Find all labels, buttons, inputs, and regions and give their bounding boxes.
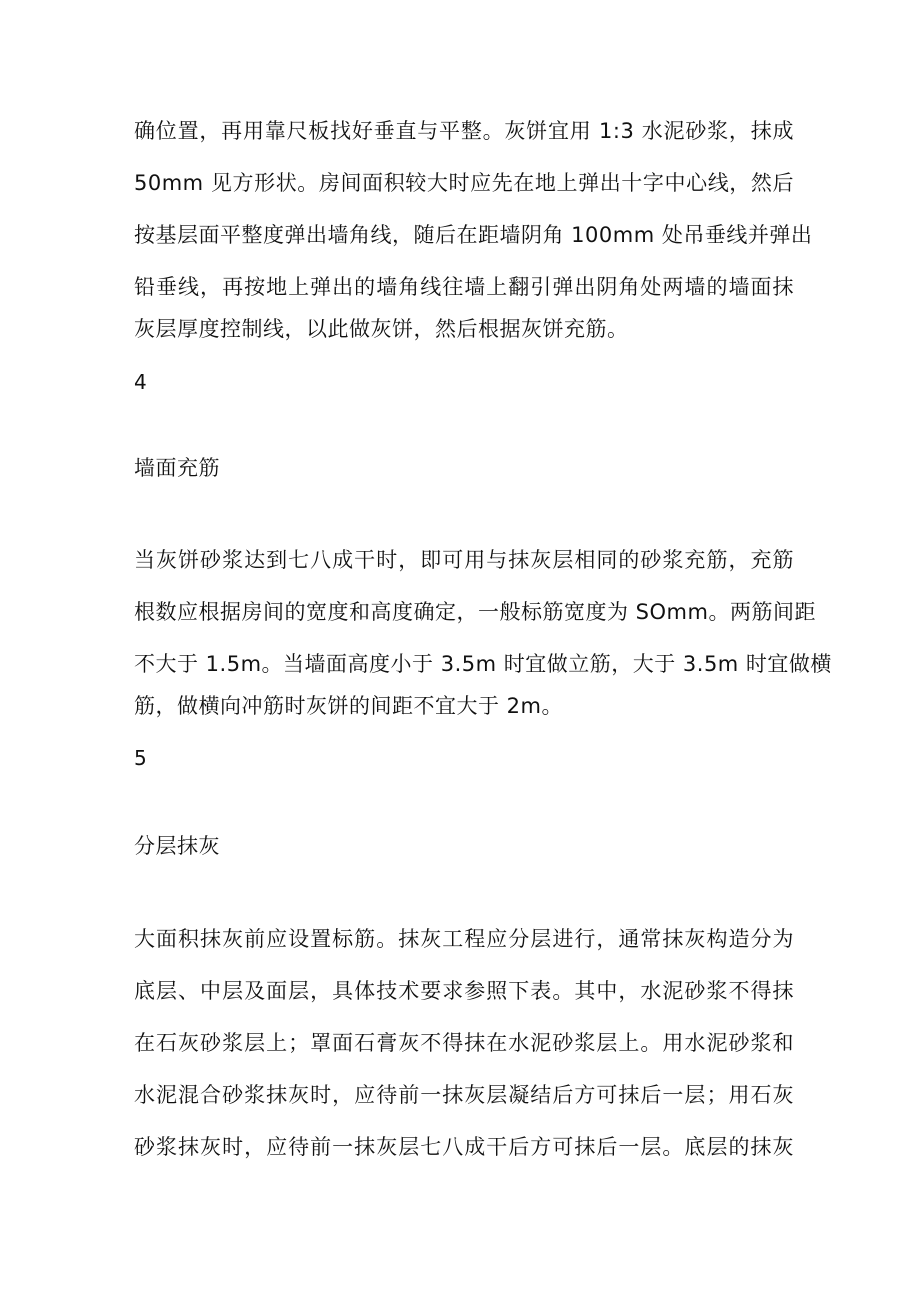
paragraph-1-line-4: 铅垂线，再按地上弹出的墙角线往墙上翻引弹出阴角处两墙的墙面抹: [134, 275, 794, 299]
section-4-number: 4: [134, 370, 147, 394]
section-4-line-3: 不大于 1.5m。当墙面高度小于 3.5m 时宜做立筋，大于 3.5m 时宜做横: [134, 652, 832, 676]
paragraph-1-line-5: 灰层厚度控制线，以此做灰饼，然后根据灰饼充筋。: [134, 317, 629, 341]
paragraph-1-line-2: 50mm 见方形状。房间面积较大时应先在地上弹出十字中心线，然后: [134, 171, 794, 195]
section-4-line-1: 当灰饼砂浆达到七八成干时，即可用与抹灰层相同的砂浆充筋，充筋: [134, 548, 794, 572]
paragraph-1-line-1: 确位置，再用靠尺板找好垂直与平整。灰饼宜用 1:3 水泥砂浆，抹成: [134, 119, 794, 143]
section-5-line-3: 在石灰砂浆层上；罩面石膏灰不得抹在水泥砂浆层上。用水泥砂浆和: [134, 1031, 794, 1055]
section-4-line-4: 筋，做横向冲筋时灰饼的间距不宜大于 2m。: [134, 694, 563, 718]
section-5-line-2: 底层、中层及面层，具体技术要求参照下表。其中，水泥砂浆不得抹: [134, 979, 794, 1003]
section-4-line-2: 根数应根据房间的宽度和高度确定，一般标筋宽度为 SOmm。两筋间距: [134, 600, 816, 624]
section-5-line-4: 水泥混合砂浆抹灰时，应待前一抹灰层凝结后方可抹后一层；用石灰: [134, 1083, 794, 1107]
section-5-number: 5: [134, 746, 147, 770]
paragraph-1-line-3: 按基层面平整度弹出墙角线，随后在距墙阴角 100mm 处吊垂线并弹出: [134, 223, 813, 247]
section-5-line-5: 砂浆抹灰时，应待前一抹灰层七八成干后方可抹后一层。底层的抹灰: [134, 1135, 794, 1159]
section-4-title: 墙面充筋: [134, 456, 220, 480]
section-5-line-1: 大面积抹灰前应设置标筋。抹灰工程应分层进行，通常抹灰构造分为: [134, 927, 794, 951]
section-5-title: 分层抹灰: [134, 834, 220, 858]
